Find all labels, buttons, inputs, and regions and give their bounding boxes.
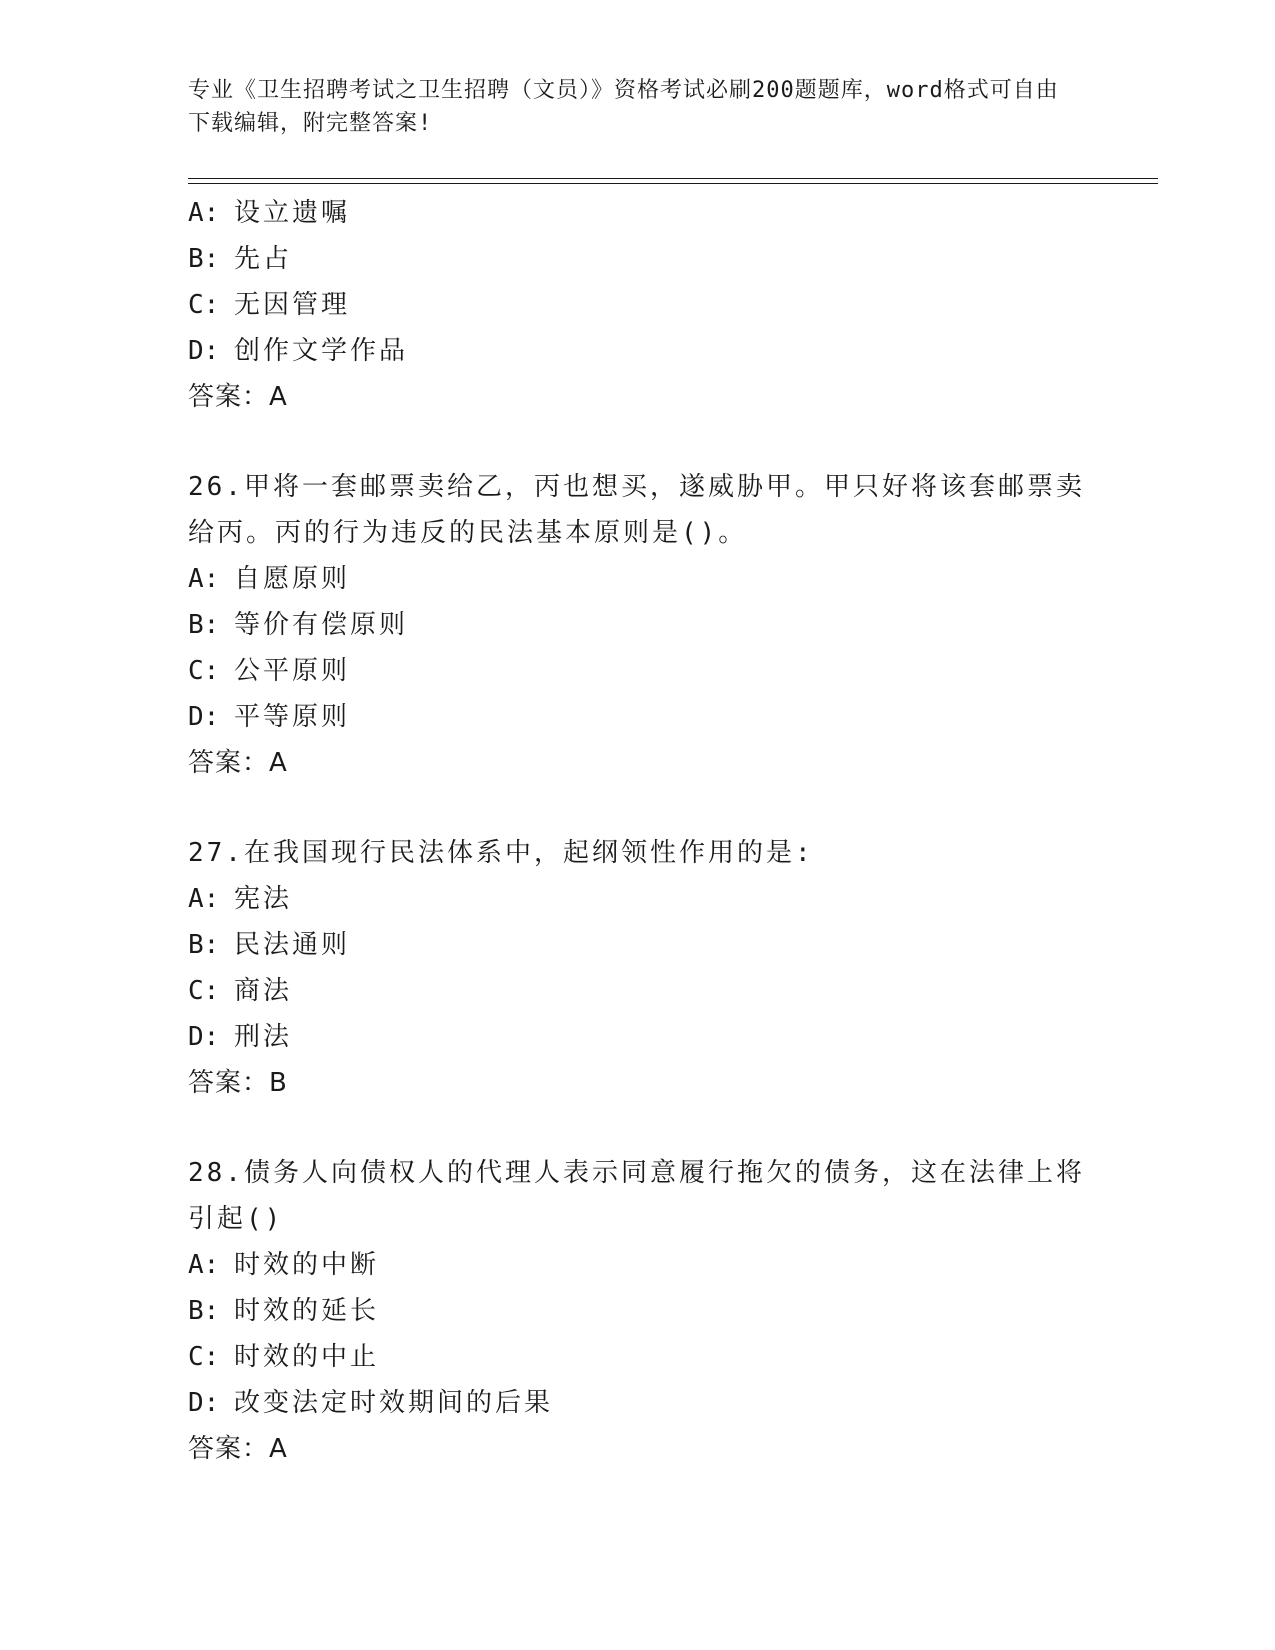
option-text: 无因管理 <box>234 290 351 320</box>
option-letter: C: <box>188 290 220 320</box>
option-c <box>188 968 1088 1014</box>
option-text: 改变法定时效期间的后果 <box>234 1388 554 1418</box>
option-text: 时效的中止 <box>234 1342 380 1372</box>
option-letter: C: <box>188 1342 220 1372</box>
option-letter: C: <box>188 656 220 686</box>
option-text: 平等原则 <box>234 702 351 732</box>
question-27 <box>188 830 1088 1106</box>
question-stem: 28.债务人向债权人的代理人表示同意履行拖欠的债务，这在法律上将引起() <box>188 1158 1085 1234</box>
option-text: 等价有偿原则 <box>234 610 409 640</box>
option-text: 时效的中断 <box>234 1250 380 1280</box>
header-divider-top <box>188 178 1158 179</box>
question-28 <box>188 1150 1088 1472</box>
option-b <box>188 1288 1088 1334</box>
option-letter: A: <box>188 198 220 228</box>
option-a <box>188 876 1088 922</box>
option-text: 商法 <box>234 976 293 1006</box>
option-letter: D: <box>188 702 220 732</box>
option-text: 公平原则 <box>234 656 351 686</box>
option-text: 宪法 <box>234 884 293 914</box>
question-list <box>188 190 1088 1472</box>
option-text: 创作文学作品 <box>234 336 409 366</box>
option-letter: A: <box>188 564 220 594</box>
option-a <box>188 1242 1088 1288</box>
page-header <box>188 74 1068 140</box>
option-letter: A: <box>188 1250 220 1280</box>
option-b <box>188 922 1088 968</box>
answer: 答案：A <box>188 1434 288 1464</box>
question-stem: 27.在我国现行民法体系中，起纲领性作用的是: <box>188 838 814 868</box>
option-c <box>188 648 1088 694</box>
document-title: 专业《卫生招聘考试之卫生招聘（文员）》资格考试必刷200题题库，word格式可自由下载编辑，附完整答案! <box>188 78 1059 136</box>
question-25-continued <box>188 190 1088 420</box>
option-b <box>188 236 1088 282</box>
option-letter: B: <box>188 610 220 640</box>
option-letter: D: <box>188 1388 220 1418</box>
option-letter: D: <box>188 336 220 366</box>
question-26 <box>188 464 1088 786</box>
option-letter: B: <box>188 244 220 274</box>
option-d <box>188 694 1088 740</box>
option-letter: B: <box>188 1296 220 1326</box>
option-text: 民法通则 <box>234 930 351 960</box>
option-text: 自愿原则 <box>234 564 351 594</box>
option-d <box>188 328 1088 374</box>
answer: 答案：B <box>188 1068 288 1098</box>
option-letter: D: <box>188 1022 220 1052</box>
option-text: 刑法 <box>234 1022 293 1052</box>
option-text: 先占 <box>234 244 293 274</box>
question-stem: 26.甲将一套邮票卖给乙，丙也想买，遂威胁甲。甲只好将该套邮票卖给丙。丙的行为违反的民法基本原则是()。 <box>188 472 1085 548</box>
answer: 答案：A <box>188 748 288 778</box>
option-c <box>188 282 1088 328</box>
option-text: 时效的延长 <box>234 1296 380 1326</box>
answer: 答案：A <box>188 382 288 412</box>
option-letter: A: <box>188 884 220 914</box>
header-divider-bottom <box>188 183 1158 184</box>
option-a <box>188 556 1088 602</box>
option-letter: B: <box>188 930 220 960</box>
option-letter: C: <box>188 976 220 1006</box>
option-d <box>188 1014 1088 1060</box>
option-a <box>188 190 1088 236</box>
option-d <box>188 1380 1088 1426</box>
option-b <box>188 602 1088 648</box>
option-c <box>188 1334 1088 1380</box>
option-text: 设立遗嘱 <box>234 198 351 228</box>
